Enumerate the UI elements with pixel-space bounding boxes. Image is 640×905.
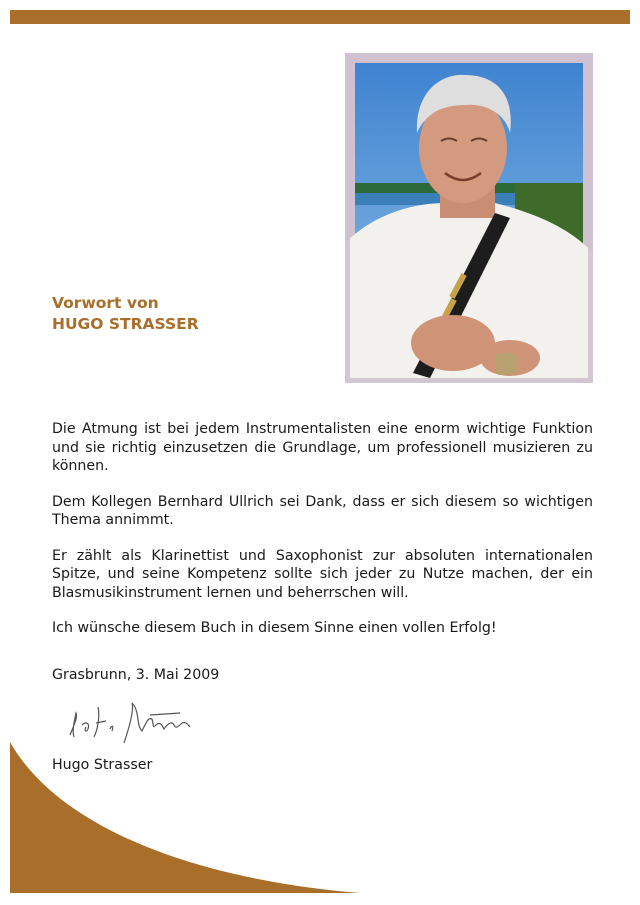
heading-line-2: HUGO STRASSER (52, 315, 199, 333)
foreword-heading (52, 293, 199, 335)
paragraph-2: Dem Kollegen Bernhard Ullrich sei Dank, dass er sich diesem so wichtigen Thema annimmt. (52, 493, 593, 528)
heading-line-1: Vorwort von (52, 294, 159, 312)
paragraph-1: Die Atmung ist bei jedem Instrumentalisten eine enorm wichtige Funktion und sie richtig einzusetzen die Grundlage, um professionell musizieren zu können. (52, 421, 593, 474)
place-and-date: Grasbrunn, 3. Mai 2009 (52, 667, 220, 683)
handwritten-signature (60, 695, 220, 755)
paragraph-3: Er zählt als Klarinettist und Saxophonist zur absoluten internationalen Spitze, und seine Kompetenz sollte sich jeder zu Nutze machen, der ein Blasmusikinstrument lernen und beherrschen will. (52, 547, 593, 601)
paragraph-4: Ich wünsche diesem Buch in diesem Sinne einen vollen Erfolg! (52, 620, 497, 636)
signer-name: Hugo Strasser (52, 757, 153, 773)
author-photo (345, 53, 593, 383)
foreword-body (52, 420, 593, 655)
